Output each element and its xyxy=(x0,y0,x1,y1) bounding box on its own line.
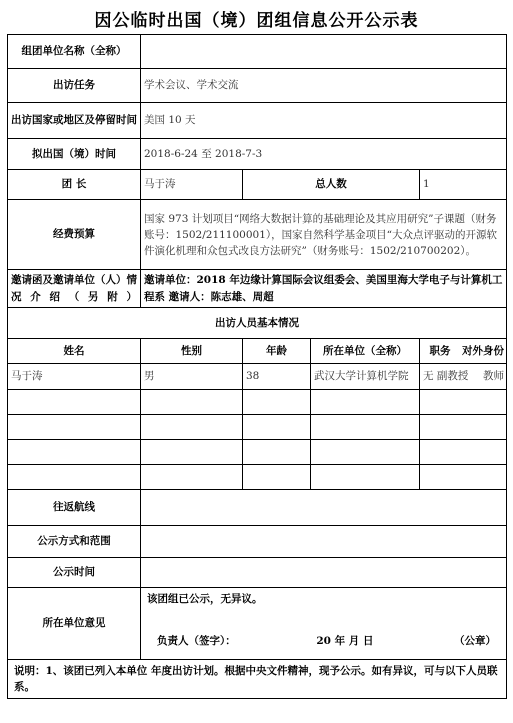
signature-label: 负责人（签字）： xyxy=(157,635,236,647)
table-row xyxy=(8,364,507,390)
invite-label: 邀请函及邀请单位（人）情况介绍（另附） xyxy=(8,270,141,308)
leader-label: 团 长 xyxy=(8,170,141,200)
member-gender: 男 xyxy=(141,364,243,390)
invite-value: 邀请单位：2018 年边缘计算国际会议组委会、美国里海大学电子与计算机工程系 邀请人：陈志雄、周超 xyxy=(141,270,507,308)
col-header-title-identity xyxy=(420,339,507,364)
org-value xyxy=(141,35,507,69)
unit-opinion-text: 该团组已公示，无异议。 xyxy=(147,593,263,605)
members-section-title: 出访人员基本情况 xyxy=(8,308,507,339)
member-name: 马于涛 xyxy=(8,364,141,390)
member-identity: 教师 xyxy=(483,370,504,382)
time-value xyxy=(141,558,507,588)
budget-label: 经费预算 xyxy=(8,200,141,270)
footnote: 说明：1、该团已列入本单位 年度出访计划。根据中央文件精神，现予公示。如有异议，可与以下人员联系。 xyxy=(8,660,507,699)
unit-opinion-cell xyxy=(141,588,507,660)
route-label: 往返航线 xyxy=(8,490,141,526)
total-value: 1 xyxy=(420,170,507,200)
col-header-position: 职务 xyxy=(429,344,451,357)
member-position-identity xyxy=(420,364,507,390)
member-age: 38 xyxy=(243,364,311,390)
time-label: 公示时间 xyxy=(8,558,141,588)
col-header-name: 姓名 xyxy=(8,339,141,364)
col-header-identity: 对外身份 xyxy=(462,344,505,357)
task-value: 学术会议、学术交流 xyxy=(141,69,507,103)
table-row-empty xyxy=(8,415,507,440)
col-header-unit: 所在单位（全称） xyxy=(311,339,420,364)
route-value xyxy=(141,490,507,526)
budget-value: 国家 973 计划项目“网络大数据计算的基础理论及其应用研究”子课题（财务账号：1502/211100001），国家自然科学基金项目“大众点评驱动的开源软件演化机理和众包式改良方法研究”（财务账号：1502/210700202）。 xyxy=(141,200,507,270)
unit-opinion-label: 所在单位意见 xyxy=(8,588,141,660)
table-row-empty xyxy=(8,440,507,465)
country-label: 出访国家或地区及停留时间 xyxy=(8,103,141,139)
signature-date: 20 年 月 日 xyxy=(316,635,374,647)
info-table xyxy=(7,34,507,699)
page-title: 因公临时出国（境）团组信息公开公示表 xyxy=(94,11,419,31)
task-label: 出访任务 xyxy=(8,69,141,103)
country-value: 美国 10 天 xyxy=(141,103,507,139)
org-label: 组团单位名称（全称） xyxy=(8,35,141,69)
total-label: 总人数 xyxy=(243,170,420,200)
table-row-empty xyxy=(8,390,507,415)
seal-text: （公章） xyxy=(454,635,497,647)
table-row-empty xyxy=(8,465,507,490)
member-unit: 武汉大学计算机学院 xyxy=(311,364,420,390)
leader-value: 马于涛 xyxy=(141,170,243,200)
members-header-row xyxy=(8,339,507,364)
signature-row xyxy=(147,634,502,649)
dates-label: 拟出国（境）时间 xyxy=(8,139,141,170)
col-header-age: 年龄 xyxy=(243,339,311,364)
publicity-label: 公示方式和范围 xyxy=(8,526,141,558)
col-header-gender: 性别 xyxy=(141,339,243,364)
dates-value: 2018-6-24 至 2018-7-3 xyxy=(141,139,507,170)
member-position: 无 副教授 xyxy=(423,370,469,382)
publicity-value xyxy=(141,526,507,558)
